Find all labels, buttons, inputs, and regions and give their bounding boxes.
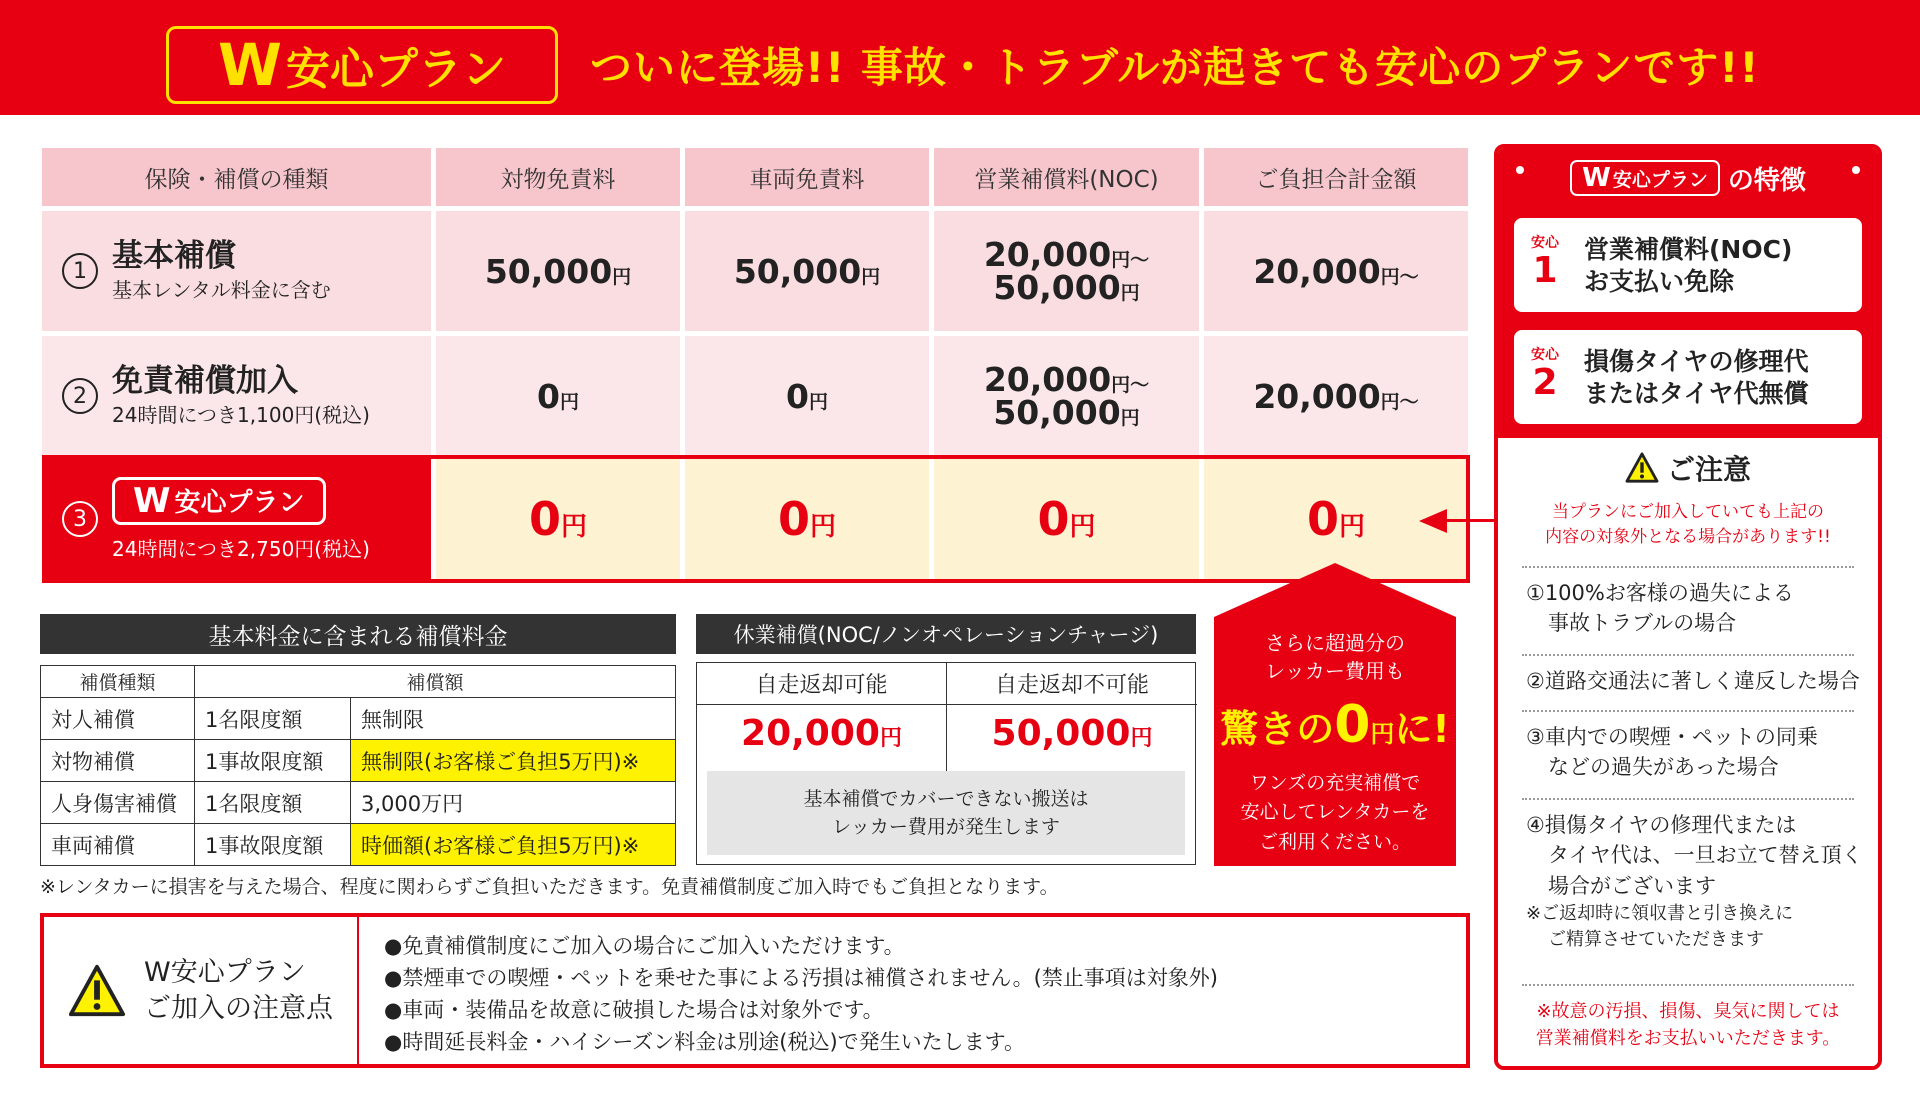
coverage-type: 人身傷害補償 (41, 782, 195, 824)
header-banner (0, 0, 1920, 115)
amount: 0 (1306, 492, 1339, 546)
caution-warning-line: 当プランにご加入していても上記の (1552, 502, 1824, 522)
cell-w-taibutsu (436, 459, 680, 579)
badge-text: 安心プラン (174, 488, 305, 518)
feature-number: 2 (1532, 362, 1558, 403)
yen-unit: 円 (561, 512, 588, 542)
features-title-suffix: の特徴 (1727, 165, 1806, 196)
yen-unit: 円 (810, 512, 837, 542)
row-name: 基本補償 (112, 237, 236, 274)
caution-item-1 (1526, 578, 1794, 639)
caution-item-2 (1526, 666, 1860, 696)
row-label-w-plan (42, 459, 431, 579)
features-title (1498, 156, 1878, 200)
caution-item-line: ③車内での喫煙・ペットの同乗 (1526, 725, 1818, 749)
cell-basic-noc (934, 211, 1199, 331)
caution-warning (1498, 500, 1878, 549)
header-catchphrase: ついに登場!! 事故・トラブルが起きても安心のプランです!! (590, 43, 1760, 92)
list-item: ●車両・装備品を故意に破損した場合は対象外です。 (384, 997, 884, 1022)
yen-unit: 円 (879, 726, 902, 751)
yen-unit: 円 (861, 265, 881, 288)
caution-item-line: ④損傷タイヤの修理代または (1526, 813, 1797, 837)
tilde: 〜 (1130, 374, 1150, 396)
logo-w: W (218, 31, 280, 99)
row-number: 2 (62, 378, 98, 414)
noc-undrivable-label: 自走返却不可能 (947, 663, 1197, 705)
caution-header (44, 917, 359, 1064)
divider (1522, 654, 1854, 656)
cell-menseki-total (1204, 336, 1468, 456)
caution-item-3 (1526, 722, 1818, 783)
amount-max: 50,000 (993, 393, 1121, 432)
row-sub: 24時間につき1,100円(税込) (112, 403, 370, 428)
cell-w-sharyo (685, 459, 929, 579)
amount: 0 (777, 492, 810, 546)
noc-drivable (697, 663, 947, 771)
amount-max: 50,000 (993, 268, 1121, 307)
noc-box (696, 662, 1196, 865)
coverage-limit: 1事故限度額 (195, 740, 351, 782)
yen-unit: 円 (1120, 282, 1140, 304)
w-anshin-plan-logo (166, 26, 558, 104)
coverage-limit: 1事故限度額 (195, 824, 351, 866)
promo-prefix: 驚きの (1220, 707, 1335, 751)
amount: 0 (528, 492, 561, 546)
promo-house (1214, 563, 1456, 866)
divider (1522, 798, 1854, 800)
noc-note-line: レッカー費用が発生します (832, 816, 1060, 838)
row-number: 3 (62, 501, 98, 537)
caution-heading (1498, 448, 1878, 488)
amount: 20,000 (1253, 251, 1381, 291)
amount: 0 (786, 376, 809, 416)
noc-title: 休業補償(NOC/ノンオペレーションチャージ) (696, 614, 1196, 654)
promo-desc: 安心してレンタカーを (1240, 801, 1430, 824)
yen-unit: 円 (1111, 249, 1131, 271)
yen-unit: 円 (1380, 265, 1400, 288)
table-row (41, 824, 676, 866)
feature-text: 営業補償料(NOC) (1584, 235, 1793, 264)
noc-undrivable-value: 50,000 (991, 713, 1131, 754)
caution-item-line: ②道路交通法に著しく違反した場合 (1526, 669, 1860, 693)
panel-footer-line: 営業補償料をお支払いいただきます。 (1535, 1028, 1841, 1049)
amount: 50,000 (733, 251, 862, 291)
caution-item-4 (1526, 810, 1863, 954)
promo-headline (1214, 695, 1456, 755)
col-header-type: 補償種類 (41, 666, 195, 698)
row-label-menseki (42, 336, 431, 456)
warning-icon (68, 962, 126, 1020)
yen-unit: 円 (1370, 720, 1395, 748)
caution-item-line: ①100%お客様の過失による (1526, 581, 1794, 605)
coverage-type: 対人補償 (41, 698, 195, 740)
promo-suffix: に! (1394, 707, 1450, 751)
amount-min: 20,000 (983, 235, 1112, 274)
coverage-amount: 時価額(お客様ご負担5万円)※ (351, 824, 676, 866)
cell-menseki-noc (934, 336, 1199, 456)
caution-title: ご注意 (1666, 453, 1751, 486)
row-number: 1 (62, 253, 98, 289)
caution-item-line: 事故トラブルの場合 (1548, 611, 1737, 636)
yen-unit: 円 (808, 390, 828, 413)
cell-basic-taibutsu (436, 211, 680, 331)
promo-desc: ワンズの充実補償で (1249, 772, 1421, 794)
caution-item-line: 場合がございます (1548, 873, 1716, 898)
col-header-sharyo: 車両免責料 (685, 148, 929, 206)
divider (1522, 984, 1854, 986)
amount: 20,000 (1253, 376, 1381, 416)
yen-unit: 円 (1120, 407, 1140, 429)
house-roof (1214, 563, 1456, 617)
panel-footer-line: ※故意の汚損、損傷、臭気に関しては (1536, 1001, 1840, 1022)
caution-item-line: などの過失があった場合 (1548, 755, 1779, 780)
table-row (41, 740, 676, 782)
caution-box (40, 913, 1470, 1068)
house-body (1214, 617, 1456, 866)
tilde: 〜 (1399, 265, 1419, 288)
coverage-amount: 無制限 (351, 698, 676, 740)
cell-basic-total (1204, 211, 1468, 331)
tilde: 〜 (1130, 249, 1150, 271)
logo-text: 安心プラン (285, 44, 506, 95)
feature-text: 損傷タイヤの修理代 (1584, 347, 1809, 376)
noc-drivable-value: 20,000 (741, 713, 880, 754)
cell-w-noc (934, 459, 1199, 579)
w-plan-badge (1570, 160, 1720, 196)
caution-title: W安心プラン (144, 957, 306, 989)
caution-list (384, 931, 1218, 1059)
list-item: ●時間延長料金・ハイシーズン料金は別途(税込)で発生いたします。 (384, 1029, 1025, 1054)
coverage-limit: 1名限度額 (195, 782, 351, 824)
noc-note (707, 771, 1185, 855)
feature-item-2 (1514, 330, 1862, 424)
caution-item-note: ご精算させていただきます (1548, 929, 1764, 951)
table-row (41, 698, 676, 740)
col-header-type: 保険・補償の種類 (42, 148, 431, 206)
row-sub: 24時間につき2,750円(税込) (112, 536, 370, 561)
yen-unit: 円 (1339, 512, 1366, 542)
yen-unit: 円 (1380, 390, 1400, 413)
feature-text: またはタイヤ代無償 (1584, 379, 1809, 408)
noc-note-line: 基本補償でカバーできない搬送は (803, 787, 1089, 810)
cell-menseki-taibutsu (436, 336, 680, 456)
feature-text: お支払い免除 (1584, 267, 1735, 296)
yen-unit: 円 (559, 390, 579, 413)
cell-basic-sharyo (685, 211, 929, 331)
cell-menseki-sharyo (685, 336, 929, 456)
promo-line: さらに超過分の (1265, 631, 1405, 655)
included-coverage-table (40, 665, 676, 866)
coverage-type: 車両補償 (41, 824, 195, 866)
included-coverage-title: 基本料金に含まれる補償料金 (40, 614, 676, 654)
badge-text: 安心プラン (1612, 168, 1708, 191)
coverage-type: 対物補償 (41, 740, 195, 782)
caution-item-note: ※ご返却時に領収書と引き換えに (1526, 903, 1794, 925)
row-sub: 基本レンタル料金に含む (112, 278, 331, 303)
caution-warning-line: 内容の対象外となる場合があります!! (1545, 526, 1831, 547)
badge-w: W (133, 480, 171, 521)
amount: 0 (537, 376, 560, 416)
caution-item-line: タイヤ代は、一旦お立て替え頂く (1548, 843, 1863, 868)
warning-icon (1625, 452, 1659, 484)
yen-unit: 円 (1111, 374, 1131, 396)
anshin-label: 安心 (1531, 235, 1559, 251)
amount: 0 (1037, 492, 1070, 546)
coverage-amount: 3,000万円 (351, 782, 676, 824)
noc-undrivable (947, 663, 1197, 771)
col-header-total: ご負担合計金額 (1204, 148, 1468, 206)
w-plan-badge (112, 477, 326, 525)
list-item: ●禁煙車での喫煙・ペットを乗せた事による汚損は補償されません。(禁止事項は対象外) (384, 965, 1218, 990)
included-footnote: ※レンタカーに損害を与えた場合、程度に関わらずご負担いただきます。免責補償制度ご加入時でもご負担となります。 (40, 876, 1059, 898)
anshin-label: 安心 (1531, 347, 1559, 363)
coverage-limit: 1名限度額 (195, 698, 351, 740)
list-item: ●免責補償制度にご加入の場合にご加入いただけます。 (384, 934, 905, 958)
feature-number: 1 (1532, 250, 1558, 291)
promo-zero: 0 (1334, 695, 1371, 755)
col-header-taibutsu: 対物免責料 (436, 148, 680, 206)
panel-footer (1498, 998, 1878, 1052)
table-header-row (41, 666, 676, 698)
col-header-amount: 補償額 (195, 666, 676, 698)
divider (1522, 566, 1854, 568)
arrow-left-icon (1419, 509, 1447, 533)
promo-line: レッカー費用も (1265, 659, 1405, 683)
row-label-basic (42, 211, 431, 331)
features-panel (1494, 144, 1882, 1070)
yen-unit: 円 (1069, 512, 1096, 542)
yen-unit: 円 (1130, 726, 1153, 751)
divider (1522, 710, 1854, 712)
noc-drivable-label: 自走返却可能 (697, 663, 946, 705)
feature-item-1 (1514, 218, 1862, 312)
amount-min: 20,000 (983, 360, 1112, 399)
caution-title: ご加入の注意点 (144, 992, 333, 1024)
table-row (41, 782, 676, 824)
coverage-amount: 無制限(お客様ご負担5万円)※ (351, 740, 676, 782)
tilde: 〜 (1399, 390, 1419, 413)
yen-unit: 円 (612, 265, 632, 288)
promo-desc: ご利用ください。 (1258, 830, 1411, 853)
badge-w: W (1582, 163, 1611, 193)
row-name: 免責補償加入 (112, 362, 298, 399)
amount: 50,000 (484, 251, 613, 291)
col-header-noc: 営業補償料(NOC) (934, 148, 1199, 206)
